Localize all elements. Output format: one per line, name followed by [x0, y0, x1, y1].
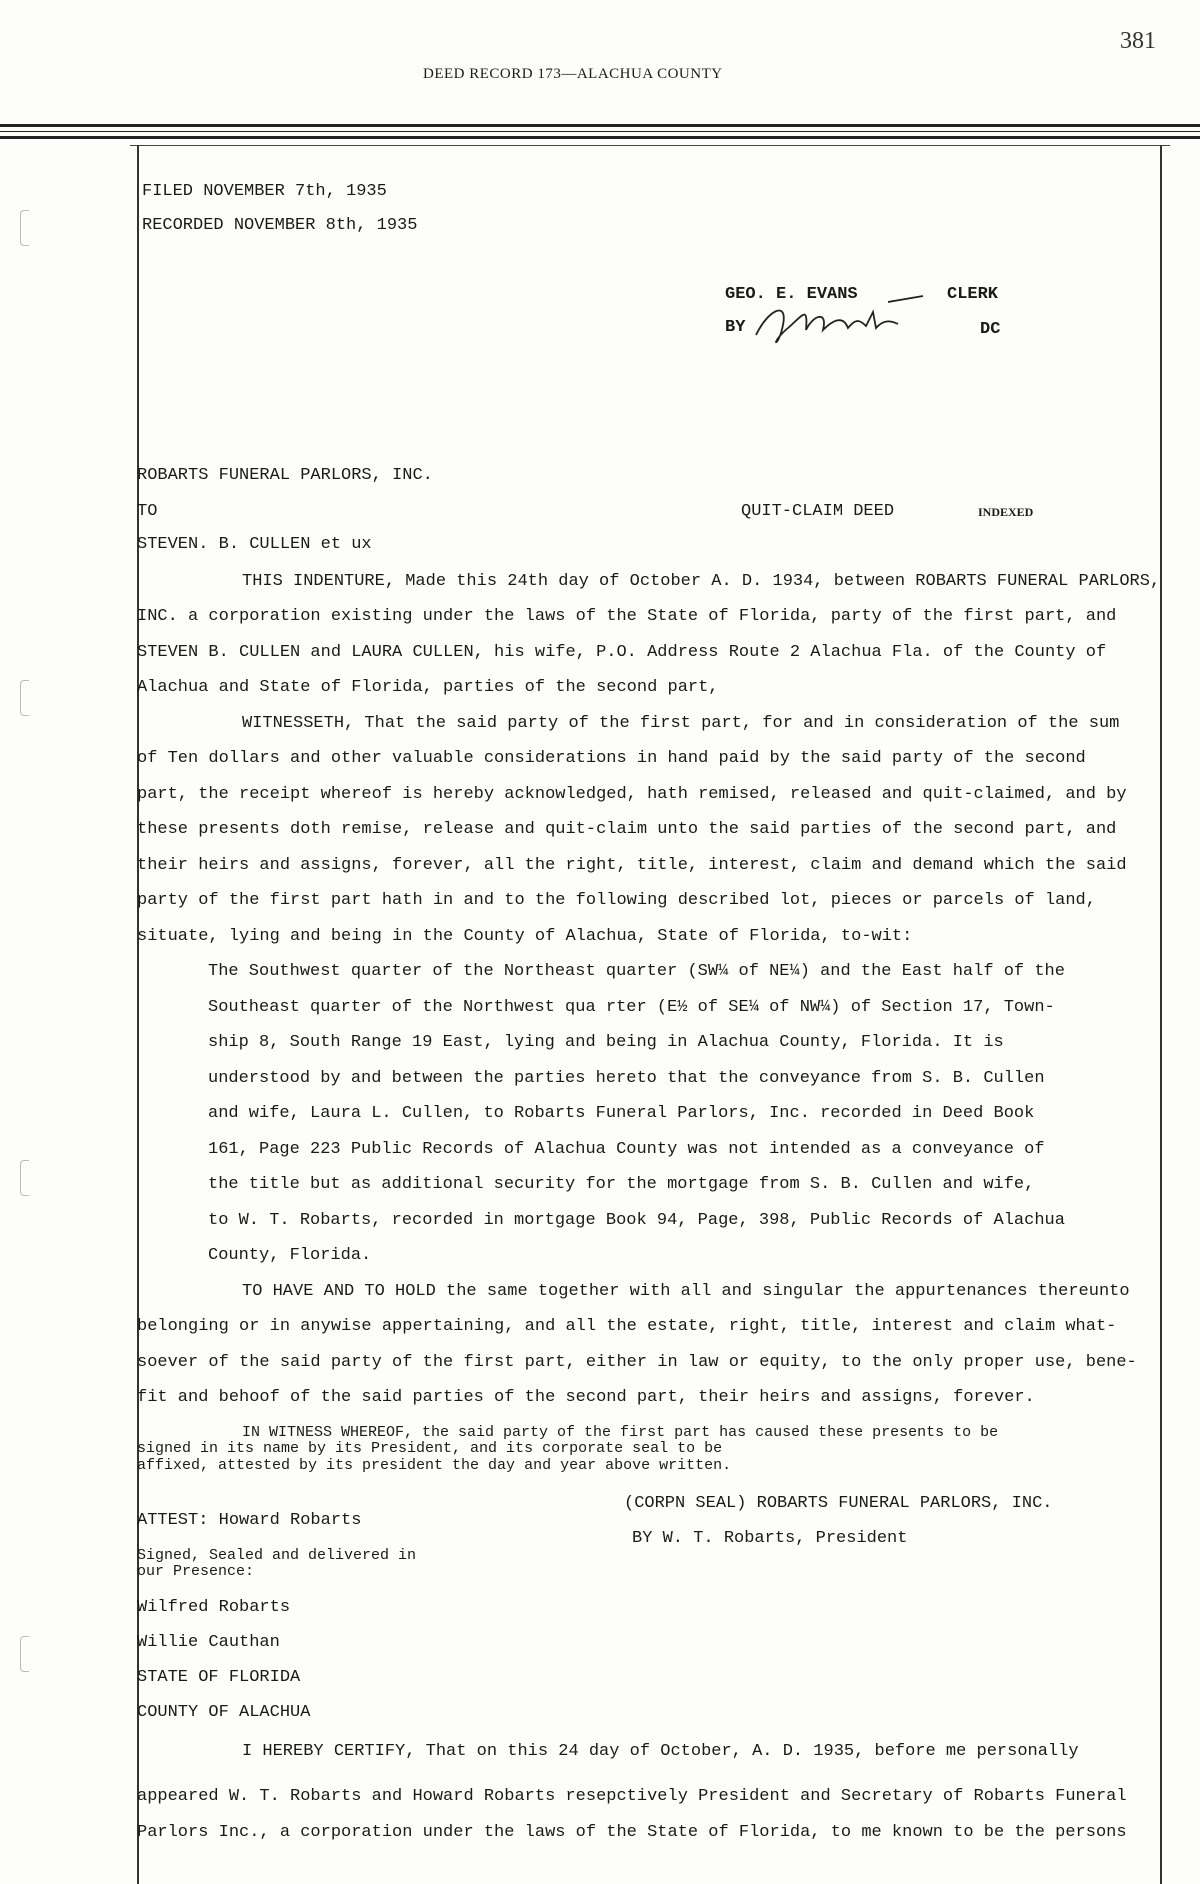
signed-sealed-line: Signed, Sealed and delivered in — [137, 1547, 417, 1564]
body-line: of Ten dollars and other valuable considerations in hand paid by the said party of the second — [137, 749, 1086, 768]
corporate-seal-line: (CORPN SEAL) ROBARTS FUNERAL PARLORS, INC. — [624, 1494, 1053, 1513]
habendum-line: TO HAVE AND TO HOLD the same together with all and singular the appurtenances thereunto — [242, 1282, 1130, 1301]
header-rule-bottom — [0, 136, 1200, 139]
venue-county: COUNTY OF ALACHUA — [137, 1703, 311, 1722]
witness-line: signed in its name by its President, and its corporate seal to be — [137, 1440, 723, 1457]
margin-rule — [130, 145, 1170, 146]
body-line: Alachua and State of Florida, parties of the second part, — [137, 678, 719, 697]
habendum-line: belonging or in anywise appertaining, and all the estate, right, title, interest and claim what- — [137, 1317, 1117, 1336]
habendum-line: fit and behoof of the said parties of the second part, their heirs and assigns, forever. — [137, 1388, 1035, 1407]
deed-type: QUIT-CLAIM DEED — [741, 502, 895, 521]
deputy-clerk-label: DC — [980, 320, 1001, 339]
left-margin-line — [137, 145, 139, 1884]
legal-line: the title but as additional security for the mortgage from S. B. Cullen and wife, — [208, 1175, 1035, 1194]
body-line: these presents doth remise, release and quit-claim unto the said parties of the second part, and — [137, 820, 1117, 839]
binder-hole — [20, 1160, 29, 1196]
filed-date: FILED NOVEMBER 7th, 1935 — [142, 182, 387, 201]
body-line: THIS INDENTURE, Made this 24th day of October A. D. 1934, between ROBARTS FUNERAL PARLORS, — [242, 572, 1161, 591]
attest-line: ATTEST: Howard Robarts — [137, 1511, 362, 1530]
legal-line: and wife, Laura L. Cullen, to Robarts Funeral Parlors, Inc. recorded in Deed Book — [208, 1104, 1035, 1123]
legal-line: 161, Page 223 Public Records of Alachua County was not intended as a conveyance of — [208, 1140, 1045, 1159]
presence-line: our Presence: — [137, 1563, 255, 1580]
body-line: party of the first part hath in and to the following described lot, pieces or parcels of land, — [137, 891, 1096, 910]
witness-line: IN WITNESS WHEREOF, the said party of the first part has caused these presents to be — [242, 1424, 999, 1441]
grantee: STEVEN. B. CULLEN et ux — [137, 535, 372, 554]
witness-name: Wilfred Robarts — [137, 1598, 291, 1617]
indexed-stamp: INDEXED — [978, 505, 1034, 519]
president-signature-line: BY W. T. Robarts, President — [632, 1529, 908, 1548]
legal-line: The Southwest quarter of the Northeast quarter (SW¼ of NE¼) and the East half of the — [208, 962, 1065, 981]
witness-line: affixed, attested by its president the day and year above written. — [137, 1457, 732, 1474]
venue-state: STATE OF FLORIDA — [137, 1668, 301, 1687]
binder-hole — [20, 680, 29, 716]
binder-hole — [20, 210, 29, 246]
legal-line: to W. T. Robarts, recorded in mortgage Book 94, Page, 398, Public Records of Alachua — [208, 1211, 1065, 1230]
clerk-title: CLERK — [947, 285, 999, 304]
certificate-line: Parlors Inc., a corporation under the laws of the State of Florida, to me known to be the persons — [137, 1823, 1127, 1842]
legal-line: Southeast quarter of the Northwest qua rter (E½ of SE¼ of NW¼) of Section 17, Town- — [208, 998, 1055, 1017]
certificate-line: I HEREBY CERTIFY, That on this 24 day of October, A. D. 1935, before me personally — [242, 1742, 1079, 1761]
right-margin-line — [1160, 145, 1162, 1884]
body-line: part, the receipt whereof is hereby acknowledged, hath remised, released and quit-claimed, and by — [137, 785, 1127, 804]
grantor: ROBARTS FUNERAL PARLORS, INC. — [137, 466, 433, 485]
witness-name: Willie Cauthan — [137, 1633, 280, 1652]
body-line: their heirs and assigns, forever, all the right, title, interest, claim and demand which the said — [137, 856, 1127, 875]
body-line: STEVEN B. CULLEN and LAURA CULLEN, his wife, P.O. Address Route 2 Alachua Fla. of the County of — [137, 643, 1107, 662]
body-line: WITNESSETH, That the said party of the first part, for and in consideration of the sum — [242, 714, 1120, 733]
recorded-date: RECORDED NOVEMBER 8th, 1935 — [142, 216, 418, 235]
clerk-name: GEO. E. EVANS — [725, 285, 858, 304]
header-rule-top — [0, 124, 1200, 127]
page-header-title: DEED RECORD 173—ALACHUA COUNTY — [423, 66, 723, 82]
body-line: INC. a corporation existing under the laws of the State of Florida, party of the first part, and — [137, 607, 1117, 626]
page-number: 381 — [1120, 28, 1156, 54]
header-rule-mid — [0, 131, 1200, 132]
legal-line: ship 8, South Range 19 East, lying and being in Alachua County, Florida. It is — [208, 1033, 1004, 1052]
clerk-signature — [748, 290, 928, 350]
habendum-line: soever of the said party of the first part, either in law or equity, to the only proper use, bene- — [137, 1353, 1137, 1372]
body-line: situate, lying and being in the County of Alachua, State of Florida, to-wit: — [137, 927, 913, 946]
legal-line: understood by and between the parties hereto that the conveyance from S. B. Cullen — [208, 1069, 1045, 1088]
to-label: TO — [137, 502, 158, 521]
clerk-by-label: BY — [725, 318, 746, 337]
legal-line: County, Florida. — [208, 1246, 372, 1265]
certificate-line: appeared W. T. Robarts and Howard Robarts resepctively President and Secretary of Robarts Funeral — [137, 1787, 1127, 1806]
binder-hole — [20, 1636, 29, 1672]
